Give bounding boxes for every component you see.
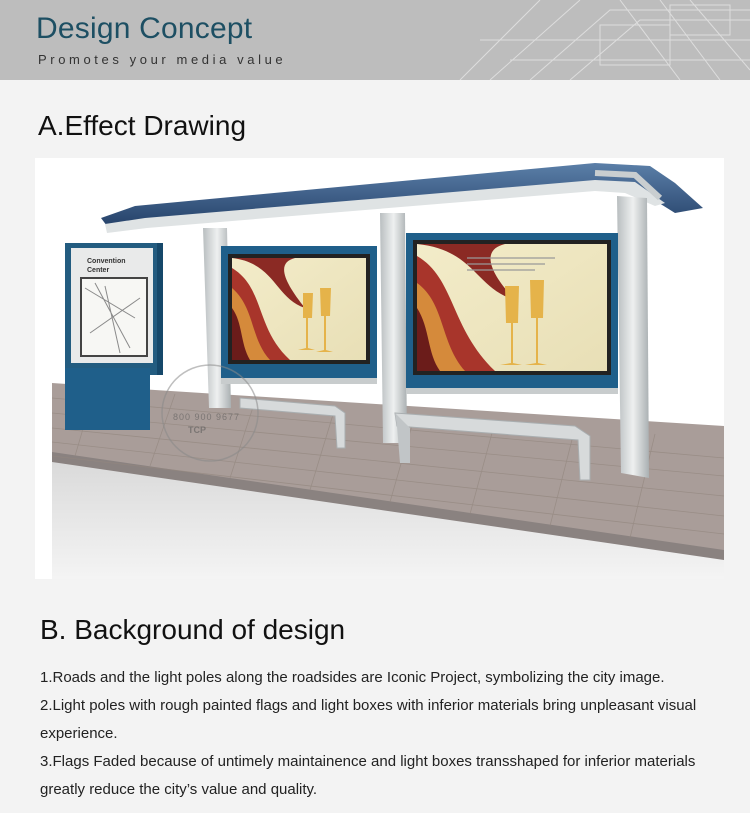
section-a-heading: A.Effect Drawing [38, 110, 247, 141]
sign-text-center: Center [87, 267, 110, 274]
background-text [40, 664, 730, 804]
header-banner [0, 0, 750, 80]
bus-shelter-drawing [35, 158, 724, 579]
page-subtitle: Promotes your media value [38, 52, 287, 67]
sign-text-convention: Convention [87, 258, 126, 265]
decorative-lines [420, 0, 750, 80]
paragraph-2: 2.Light poles with rough painted flags and light boxes with inferior materials bring unpleasant visual experience. [40, 697, 697, 742]
page-title: Design Concept [36, 12, 253, 45]
bus-shelter-illustration [35, 158, 724, 579]
section-b-heading: B. Background of design [40, 614, 346, 645]
paragraph-3: 3.Flags Faded because of untimely maintainence and light boxes transshaped for inferior materials greatly reduce the city’s value and quality. [40, 753, 696, 798]
watermark-logo: TCP [188, 425, 206, 435]
watermark-phone: 800 900 9677 [173, 412, 241, 422]
paragraph-1: 1.Roads and the light poles along the roadsides are Iconic Project, symbolizing the city image. [40, 669, 665, 686]
